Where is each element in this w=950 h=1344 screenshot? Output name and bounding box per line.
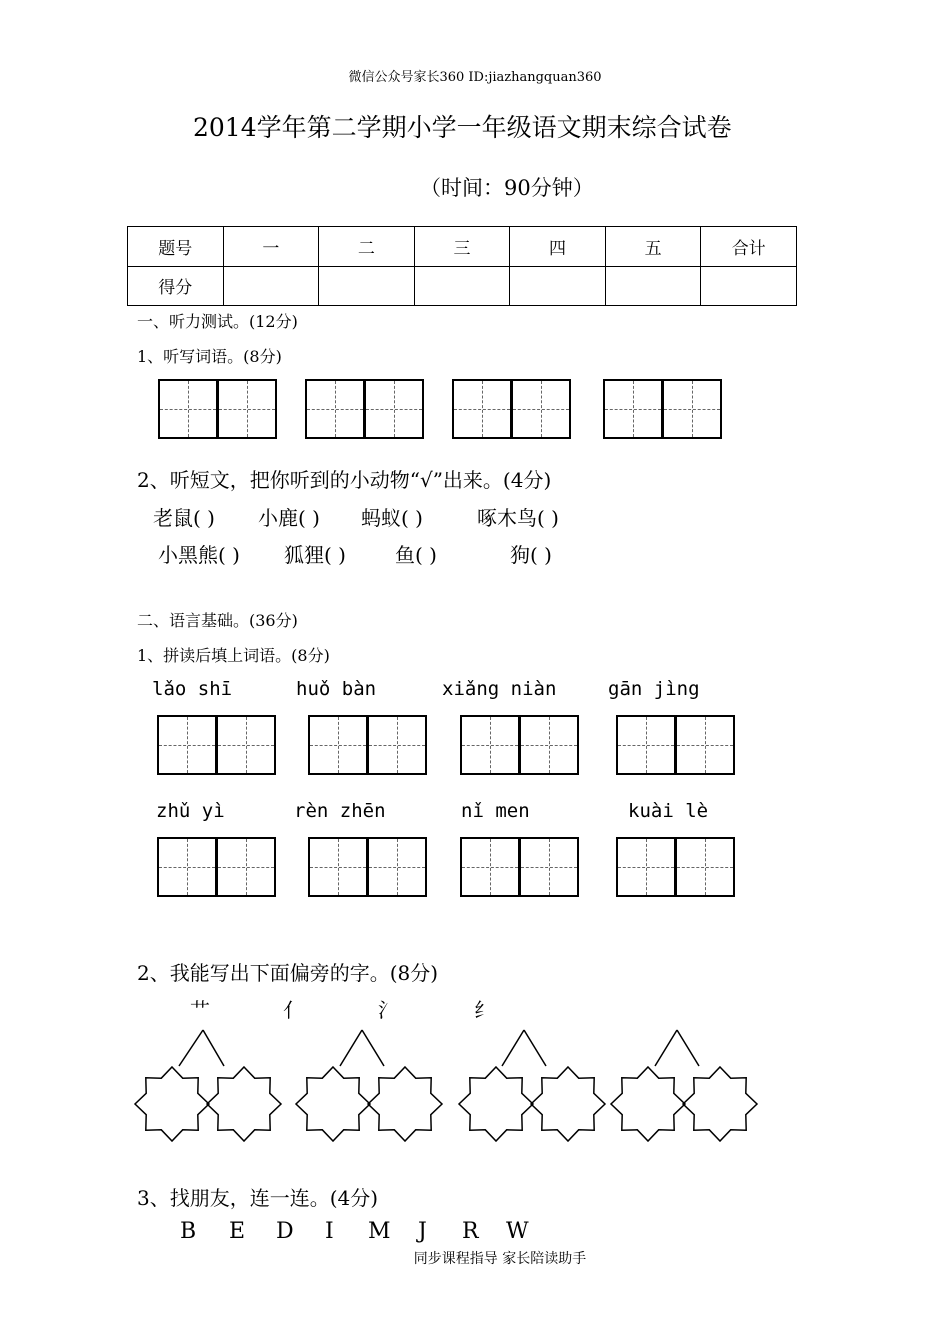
- animal-option[interactable]: 鱼( ): [395, 543, 437, 567]
- score-cell[interactable]: [223, 266, 319, 306]
- section2-q1: 1、拼读后填上词语。(8分): [137, 646, 330, 665]
- radical-branch-group: [296, 1030, 442, 1141]
- animal-option[interactable]: 蚂蚁( ): [361, 506, 423, 530]
- letter-item[interactable]: W: [506, 1219, 529, 1244]
- animal-option[interactable]: 狗( ): [510, 543, 552, 567]
- pinyin-label: zhǔ yì: [156, 800, 225, 822]
- letter-item[interactable]: I: [325, 1219, 334, 1244]
- writing-grid[interactable]: [616, 715, 736, 775]
- writing-grid[interactable]: [305, 379, 425, 439]
- section2-q2: 2、我能写出下面偏旁的字。(8分): [137, 961, 439, 985]
- radical-label: 艹: [190, 998, 210, 1022]
- score-cell[interactable]: [414, 266, 510, 306]
- letter-item[interactable]: D: [276, 1219, 294, 1244]
- writing-grid[interactable]: [452, 379, 572, 439]
- letter-item[interactable]: J: [418, 1219, 427, 1244]
- star-answer-box[interactable]: [683, 1067, 757, 1141]
- score-table: [127, 226, 797, 306]
- letter-item[interactable]: E: [229, 1219, 246, 1244]
- score-header-cell: 二: [319, 227, 415, 267]
- score-cell[interactable]: [701, 266, 797, 306]
- pinyin-label: kuài lè: [628, 800, 709, 822]
- radical-branch-group: [459, 1030, 605, 1141]
- star-answer-box[interactable]: [531, 1067, 605, 1141]
- star-answer-box[interactable]: [368, 1067, 442, 1141]
- section2-q3: 3、找朋友，连一连。(4分): [137, 1186, 379, 1210]
- score-header-cell: 四: [510, 227, 606, 267]
- writing-grid[interactable]: [460, 715, 580, 775]
- letter-item[interactable]: M: [368, 1219, 391, 1244]
- score-cell[interactable]: [510, 266, 606, 306]
- radical-label: 氵: [378, 998, 398, 1022]
- star-answer-box[interactable]: [296, 1067, 370, 1141]
- radical-label: 纟: [474, 998, 494, 1022]
- radical-branch-group: [135, 1030, 281, 1141]
- pinyin-label: lǎo shī: [152, 678, 233, 700]
- score-cell[interactable]: [605, 266, 701, 306]
- writing-grid[interactable]: [308, 715, 428, 775]
- section1-q2: 2、听短文，把你听到的小动物“√”出来。(4分): [137, 468, 552, 492]
- letter-item[interactable]: B: [180, 1219, 197, 1244]
- section2-heading: 二、语言基础。(36分): [137, 611, 298, 630]
- radical-branch-group: [611, 1030, 757, 1141]
- score-cell[interactable]: [319, 266, 415, 306]
- writing-grid[interactable]: [308, 837, 428, 897]
- page-title: 2014学年第二学期小学一年级语文期末综合试卷: [193, 113, 732, 142]
- score-table-header-row: [128, 227, 797, 267]
- pinyin-label: xiǎng niàn: [442, 678, 557, 700]
- score-header-cell: 合计: [701, 227, 797, 267]
- pinyin-label: gān jìng: [608, 678, 700, 700]
- section1-heading: 一、听力测试。(12分): [137, 312, 298, 331]
- score-table-score-row: [128, 266, 797, 306]
- pinyin-label: huǒ bàn: [296, 678, 377, 700]
- score-row-label: 得分: [128, 266, 224, 306]
- writing-grid[interactable]: [157, 715, 277, 775]
- score-header-cell: 题号: [128, 227, 224, 267]
- radical-label: 亻: [283, 998, 303, 1022]
- writing-grid[interactable]: [158, 379, 278, 439]
- score-header-cell: 三: [414, 227, 510, 267]
- writing-grid[interactable]: [460, 837, 580, 897]
- animal-option[interactable]: 啄木鸟( ): [477, 506, 559, 530]
- star-answer-box[interactable]: [611, 1067, 685, 1141]
- star-answer-box[interactable]: [207, 1067, 281, 1141]
- star-answer-box[interactable]: [135, 1067, 209, 1141]
- pinyin-label: rèn zhēn: [294, 800, 386, 822]
- animal-option[interactable]: 小黑熊( ): [158, 543, 240, 567]
- writing-grid[interactable]: [603, 379, 723, 439]
- header-note: 微信公众号家长360 ID:jiazhangquan360: [348, 70, 602, 85]
- animal-option[interactable]: 小鹿( ): [258, 506, 320, 530]
- writing-grid[interactable]: [616, 837, 736, 897]
- animal-option[interactable]: 狐狸( ): [284, 543, 346, 567]
- star-answer-box[interactable]: [459, 1067, 533, 1141]
- pinyin-label: nǐ men: [461, 800, 530, 822]
- section1-q1: 1、听写词语。(8分): [137, 347, 282, 366]
- letter-item[interactable]: R: [462, 1219, 479, 1244]
- score-header-cell: 五: [605, 227, 701, 267]
- footer-note: 同步课程指导 家长陪读助手: [413, 1251, 587, 1267]
- exam-duration: （时间：90分钟）: [420, 176, 594, 200]
- animal-option[interactable]: 老鼠( ): [153, 506, 215, 530]
- radical-star-diagram: [120, 1020, 770, 1155]
- score-header-cell: 一: [223, 227, 319, 267]
- writing-grid[interactable]: [157, 837, 277, 897]
